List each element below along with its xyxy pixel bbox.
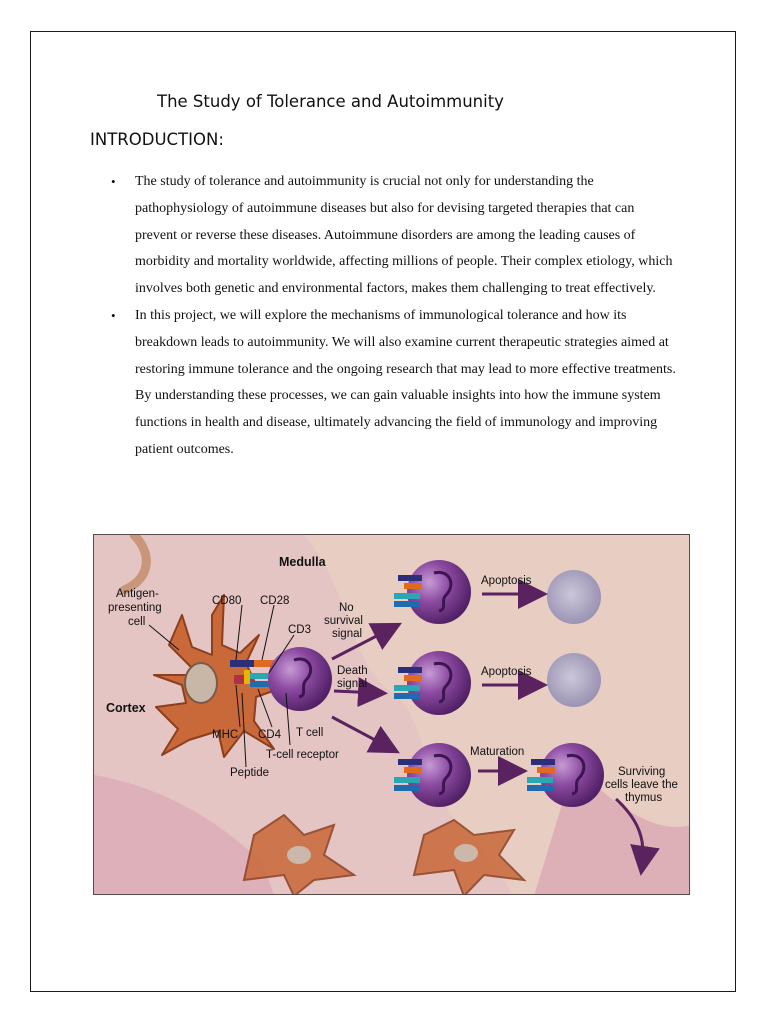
label-death-signal: Death [337,665,368,677]
thymus-selection-figure [93,534,690,895]
label-cd3: CD3 [288,624,312,636]
bullet-icon: • [111,174,116,189]
label-maturation: Maturation [470,746,525,758]
bullet-item [108,303,678,464]
label-tcr: T-cell receptor [266,749,339,761]
label-cd80: CD80 [212,595,242,607]
t-cell [268,647,332,711]
apoptotic-cell [547,570,601,624]
bullet-icon: • [111,307,116,323]
label-t-cell: T cell [296,727,324,739]
paragraph-text: In this project, we will explore the mechanisms of immunological tolerance and how its breakdown leads to autoimmunity. We will also examine current therapeutic strategies aimed at restoring immune tolerance and the ongoing research that may lead to more effective treatments. By understanding these processes, we can gain valuable insights into how the immune system functions in health and disease, ultimately advancing the field of immunology and improving patient outcomes. [135,307,676,457]
label-surviving: thymus [625,792,663,804]
label-apc: cell [128,616,146,628]
label-apc: presenting [108,602,162,614]
section-heading: INTRODUCTION: [90,130,224,149]
figure-illustration [94,535,690,895]
label-peptide: Peptide [230,767,270,779]
label-surviving: Surviving [618,766,666,778]
document-title: The Study of Tolerance and Autoimmunity [157,92,504,111]
label-no-survival: No [339,602,354,614]
label-medulla: Medulla [279,555,326,569]
label-apoptosis: Apoptosis [481,575,532,587]
label-apc: Antigen- [116,588,159,600]
apoptotic-cell [547,653,601,707]
bullet-list [108,169,678,464]
label-no-survival: survival [324,615,363,627]
paragraph-text: The study of tolerance and autoimmunity is crucial not only for understanding the pathophysiology of autoimmune diseases but also for devising targeted therapies that can prevent or reverse these diseases. Autoimmune disorders are among the leading causes of morbidity and mortality worldwide, affecting millions of people. Their complex etiology, which involves both genetic and environmental factors, makes them challenging to treat effectively. [135,174,673,297]
label-cortex: Cortex [106,701,146,715]
label-cd4: CD4 [258,729,282,741]
label-apoptosis: Apoptosis [481,666,532,678]
label-no-survival: signal [332,628,363,640]
label-mhc: MHC [212,729,239,741]
label-cd28: CD28 [260,595,290,607]
bullet-item [108,169,678,303]
label-surviving: cells leave the [605,779,678,791]
label-death-signal: signal [337,678,368,690]
